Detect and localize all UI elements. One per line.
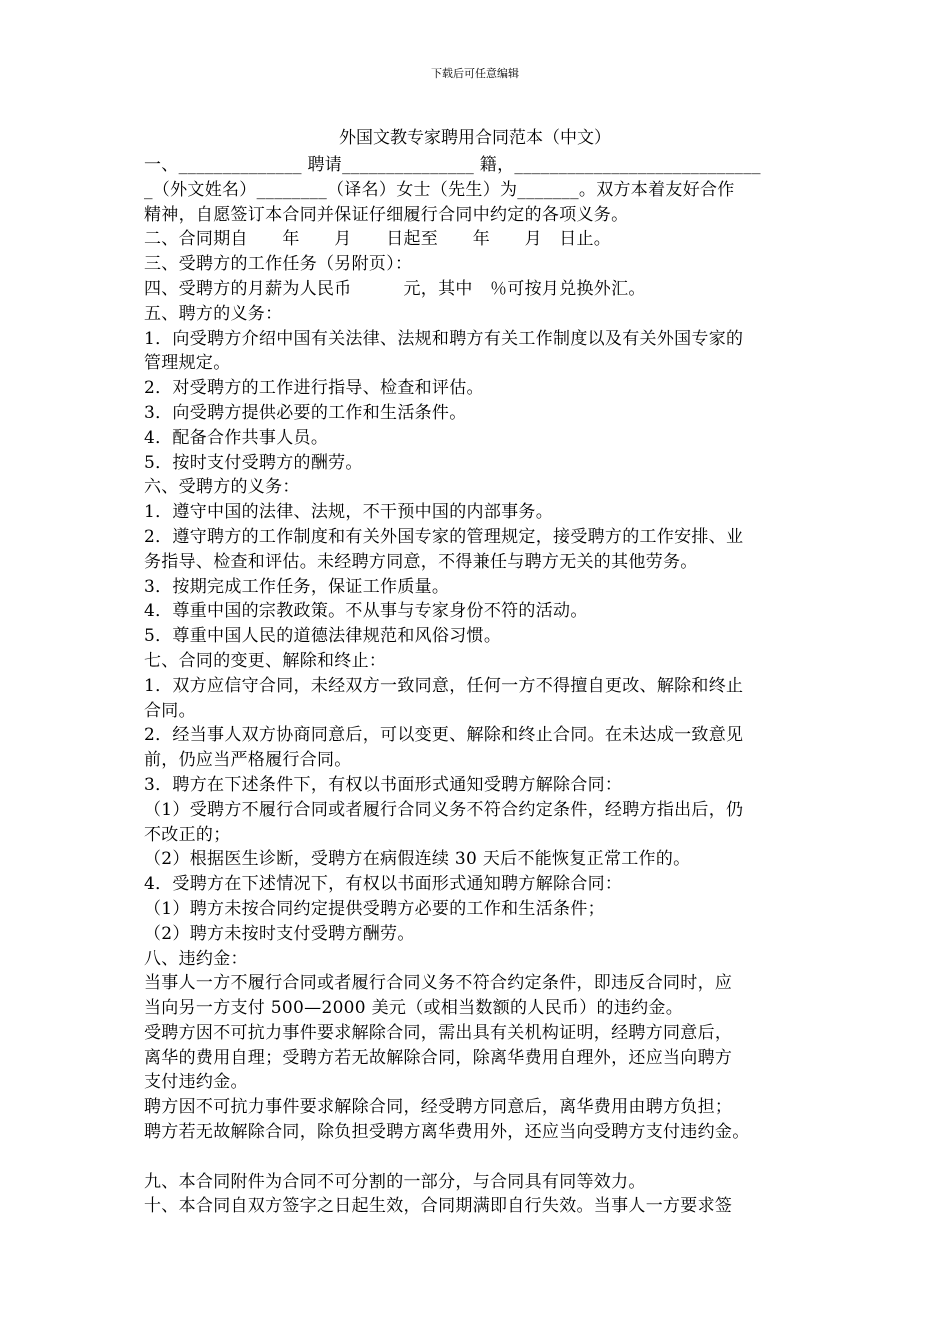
body-line: 5．尊重中国人民的道德法律规范和风俗习惯。 <box>144 626 502 647</box>
body-line: 当向另一方支付 500—2000 美元（或相当数额的人民币）的违约金。 <box>144 998 684 1019</box>
body-line: 2．遵守聘方的工作制度和有关外国专家的管理规定，接受聘方的工作安排、业 <box>144 526 744 547</box>
body-line: 十、本合同自双方签字之日起生效，合同期满即自行失效。当事人一方要求签 <box>144 1196 733 1217</box>
body-line: 5．按时支付受聘方的酬劳。 <box>144 452 363 473</box>
body-line: 聘方若无故解除合同，除负担受聘方离华费用外，还应当向受聘方支付违约金。 <box>144 1122 750 1143</box>
body-line: 八、违约金： <box>144 948 248 969</box>
body-line: （1）受聘方不履行合同或者履行合同义务不符合约定条件，经聘方指出后，仍 <box>144 799 744 820</box>
body-line: 六、受聘方的义务： <box>144 477 300 498</box>
body-line: （1）聘方未按合同约定提供受聘方必要的工作和生活条件； <box>144 898 605 919</box>
body-line: 1．向受聘方介绍中国有关法律、法规和聘方有关工作制度以及有关外国专家的 <box>144 328 744 349</box>
body-line: 3．聘方在下述条件下，有权以书面形式通知受聘方解除合同： <box>144 774 623 795</box>
body-line: 前，仍应当严格履行合同。 <box>144 750 352 771</box>
body-line: 3．按期完成工作任务，保证工作质量。 <box>144 576 450 597</box>
body-line: 九、本合同附件为合同不可分割的一部分，与合同具有同等效力。 <box>144 1171 646 1192</box>
body-line: 3．向受聘方提供必要的工作和生活条件。 <box>144 402 467 423</box>
header-note: 下载后可任意编辑 <box>431 67 519 80</box>
body-line: （2）聘方未按时支付受聘方酬劳。 <box>144 923 415 944</box>
body-line: 聘方因不可抗力事件要求解除合同，经受聘方同意后，离华费用由聘方负担； <box>144 1097 733 1118</box>
body-line: 精神，自愿签订本合同并保证仔细履行合同中约定的各项义务。 <box>144 204 629 225</box>
body-line: 4．配备合作共事人员。 <box>144 427 329 448</box>
body-line: 五、聘方的义务： <box>144 303 283 324</box>
body-line <box>144 1145 810 1170</box>
body-line: 三、受聘方的工作任务（另附页）： <box>144 254 413 275</box>
contract-body <box>144 153 810 1219</box>
body-line: 当事人一方不履行合同或者履行合同义务不符合约定条件，即违反合同时，应 <box>144 973 733 994</box>
body-line: 1．双方应信守合同，未经双方一致同意，任何一方不得擅自更改、解除和终止 <box>144 675 744 696</box>
body-line: 受聘方因不可抗力事件要求解除合同，需出具有关机构证明，经聘方同意后， <box>144 1022 733 1043</box>
body-line: 不改正的； <box>144 824 231 845</box>
body-line: 务指导、检查和评估。未经聘方同意，不得兼任与聘方无关的其他劳务。 <box>144 551 698 572</box>
body-line: 4．受聘方在下述情况下，有权以书面形式通知聘方解除合同： <box>144 874 623 895</box>
body-line: 离华的费用自理；受聘方若无故解除合同，除离华费用自理外，还应当向聘方 <box>144 1047 733 1068</box>
body-line: 支付违约金。 <box>144 1072 248 1093</box>
body-line: 4．尊重中国的宗教政策。不从事与专家身份不符的活动。 <box>144 601 588 622</box>
body-line: 四、受聘方的月薪为人民币 元，其中 ％可按月兑换外汇。 <box>144 278 646 299</box>
body-line: 二、合同期自 年 月 日起至 年 月 日止。 <box>144 229 612 250</box>
body-line: _（外文姓名）________（译名）女士（先生）为_______。双方本着友好合作 <box>144 179 735 200</box>
body-line: 七、合同的变更、解除和终止： <box>144 650 387 671</box>
body-line: 1．遵守中国的法律、法规，不干预中国的内部事务。 <box>144 502 554 523</box>
body-line: 管理规定。 <box>144 353 231 374</box>
body-line: 2．经当事人双方协商同意后，可以变更、解除和终止合同。在未达成一致意见 <box>144 725 744 746</box>
body-line: （2）根据医生诊断，受聘方在病假连续 30 天后不能恢复正常工作的。 <box>144 849 691 870</box>
body-line: 一、______________ 聘请_______________ 籍，____________________________ <box>144 155 761 175</box>
body-line: 2．对受聘方的工作进行指导、检查和评估。 <box>144 378 484 399</box>
document-title: 外国文教专家聘用合同范本（中文） <box>339 128 611 148</box>
body-line: 合同。 <box>144 700 196 721</box>
